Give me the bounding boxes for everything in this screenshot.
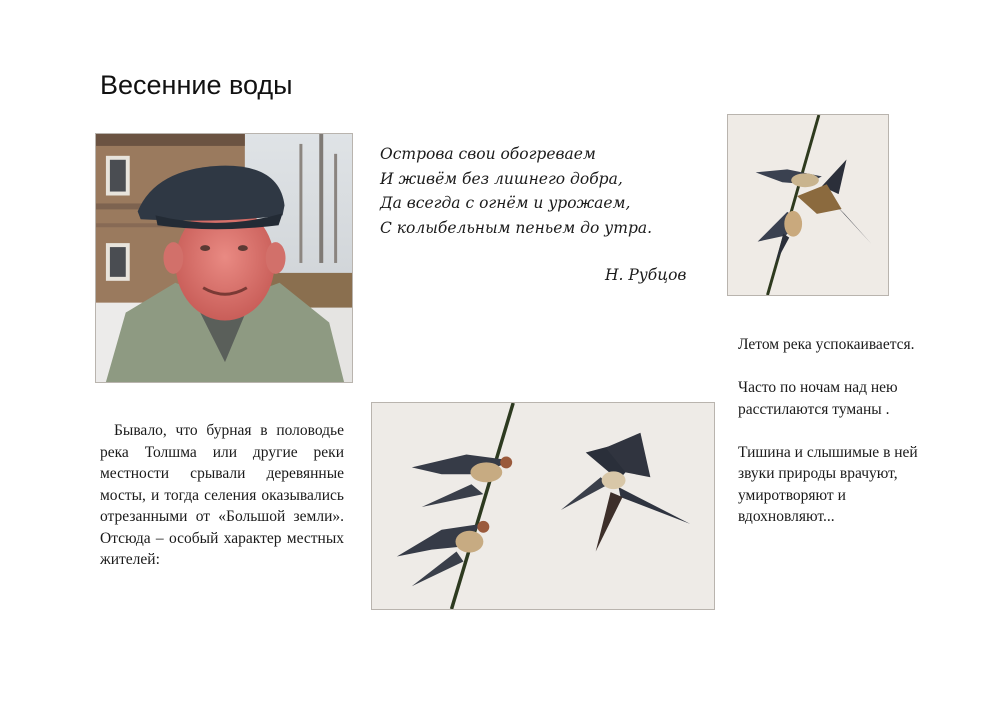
- elderly-man-in-cap-image: [96, 134, 352, 382]
- left-text-paragraph: Бывало, что бурная в половодье река Толшма или другие реки местности срывали деревянные мосты, и тогда селения оказывались отрезанными от «Большой земли». Отсюда – особый характер местных жителей:: [100, 422, 344, 568]
- swallows-large-photo: [371, 402, 715, 610]
- swallows-on-stem-image: [728, 115, 888, 295]
- page-title: Весенние воды: [100, 70, 293, 100]
- poem-line: С колыбельным пеньем до утра.: [380, 218, 653, 237]
- swallows-small-photo: [727, 114, 889, 296]
- poem: [380, 142, 710, 240]
- poem-line: Острова свои обогреваем: [380, 145, 596, 163]
- poem-line: Да всегда с огнём и урожаем,: [380, 194, 631, 212]
- portrait-photo: [95, 133, 353, 383]
- poem-line: И живём без лишнего добра,: [380, 169, 623, 188]
- right-paragraph: Летом река успокаивается.: [738, 336, 915, 353]
- poem-author: Н. Рубцов: [605, 266, 687, 284]
- right-column-text: [738, 334, 918, 549]
- right-paragraph: Часто по ночам над нею расстилаются туманы .: [738, 379, 898, 418]
- right-paragraph: Тишина и слышимые в ней звуки природы врачуют, умиротворяют и вдохновляют...: [738, 443, 918, 525]
- swallows-flying-image: [372, 403, 714, 609]
